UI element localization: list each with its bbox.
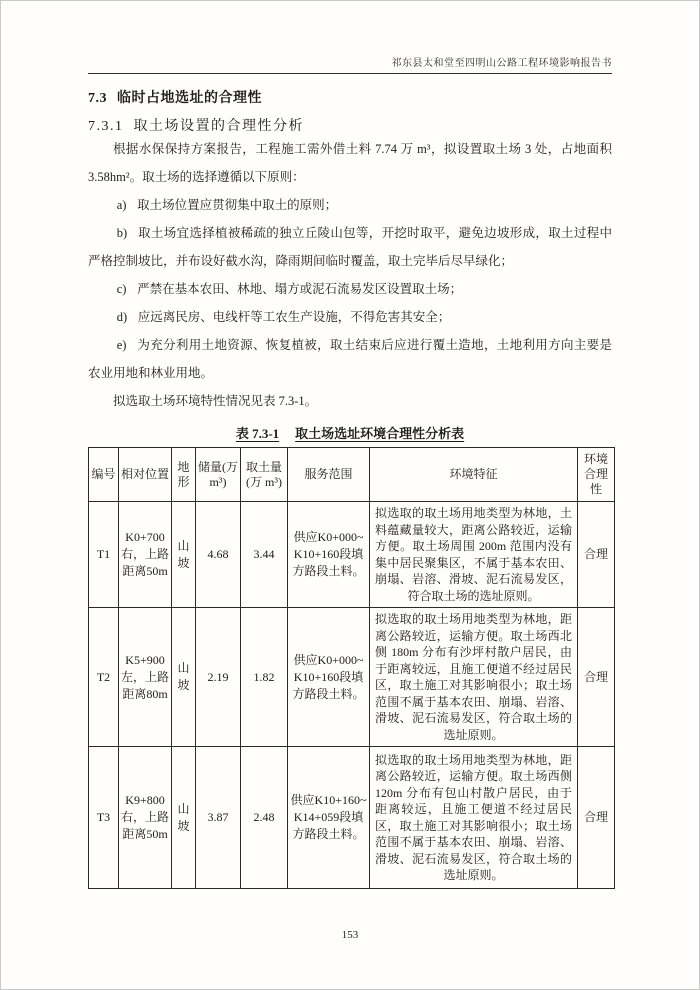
cell-reserve: 3.87 [196,747,241,889]
cell-terrain: 山坡 [172,608,196,747]
table-row-t2 [89,608,615,747]
cell-reserve: 4.68 [196,502,241,608]
table-reference: 拟选取土场环境特性情况见表 7.3-1。 [113,394,318,408]
borrow-site-analysis-table [88,447,615,889]
col-header-reserve: 储量(万m³) [196,448,241,502]
principle-item-b [88,219,612,275]
cell-volume: 3.44 [241,502,288,608]
col-header-service: 服务范围 [288,448,370,502]
section-heading-7-3 [88,87,612,107]
section-title: 临时占地选址的合理性 [117,91,262,106]
principle-text-c: 严禁在基本农田、林地、塌方或泥石流易发区设置取土场； [137,282,463,296]
header-divider [88,73,612,74]
cell-service: 供应K0+000~K10+160段填方路段土料。 [288,608,370,747]
running-header [88,1,612,69]
cell-position: K9+800右，上路距离50m [119,747,172,889]
col-header-position: 相对位置 [119,448,172,502]
subsection-number: 7.3.1 [88,119,124,134]
cell-rationality: 合理 [578,502,615,608]
cell-position: K0+700右，上路距离50m [119,502,172,608]
table-label: 表 7.3-1 [235,426,280,441]
cell-reserve: 2.19 [196,608,241,747]
cell-id: T1 [89,502,119,608]
principle-text-a: 取土场位置应贯彻集中取土的原则； [137,198,338,212]
table-row-t3 [89,747,615,889]
principle-text-e: 为充分利用土地资源、恢复植被，取土结束后应进行覆土造地，土地利用方向主要是农业用地和林业用地。 [88,338,612,380]
principle-item-e [88,331,612,387]
table-row-t1 [89,502,615,608]
col-header-rationality: 环境合理性 [578,448,615,502]
table-title-text: 取土场选址环境合理性分析表 [295,426,465,441]
principle-marker-b: b) [116,226,128,240]
principle-text-b: 取土场宜选择植被稀疏的独立丘陵山包等，开挖时取平，避免边坡形成，取土过程中严格控制坡比，并布设好截水沟，降雨期间临时覆盖，取土完毕后尽早绿化； [88,226,612,268]
cell-id: T3 [89,747,119,889]
col-header-id: 编号 [89,448,119,502]
principle-item-c [88,275,612,303]
cell-service: 供应K0+000~K10+160段填方路段土料。 [288,502,370,608]
table-header-row [89,448,615,502]
cell-position: K5+900左，上路距离80m [119,608,172,747]
principle-marker-a: a) [116,198,127,212]
cell-volume: 2.48 [241,747,288,889]
cell-volume: 1.82 [241,608,288,747]
cell-terrain: 山坡 [172,747,196,889]
principle-marker-d: d) [116,310,128,324]
subsection-heading-7-3-1 [88,115,612,135]
report-title: 祁东县太和堂至四明山公路工程环境影响报告书 [391,58,612,69]
subsection-title: 取土场设置的合理性分析 [133,119,304,134]
principle-item-a [88,191,612,219]
cell-id: T2 [89,608,119,747]
cell-service: 供应K10+160~K14+059段填方路段土料。 [288,747,370,889]
principle-text-d: 应远离民房、电线杆等工农生产设施，不得危害其安全； [137,310,451,324]
cell-rationality: 合理 [578,608,615,747]
col-header-volume: 取土量(万 m³) [241,448,288,502]
section-number: 7.3 [88,91,107,106]
cell-features: 拟选取的取土场用地类型为林地，土料蕴藏量较大，距离公路较近，运输方便。取土场周围 200m 范围内没有集中居民聚集区，不属于基本农田、崩塌、岩溶、滑坡、泥石流易发区，符合取土场的选址原则。 [370,502,578,608]
principle-marker-c: c) [116,282,127,296]
page-number: 153 [341,929,359,941]
col-header-features: 环境特征 [370,448,578,502]
cell-rationality: 合理 [578,747,615,889]
intro-paragraph: 根据水保保持方案报告，工程施工需外借土料 7.74 万 m³，拟设置取土场 3 处，占地面积 3.58hm²。取土场的选择遵循以下原则： [88,142,612,184]
cell-features: 拟选取的取土场用地类型为林地，距离公路较近，运输方便。取土场西北侧 180m 分布有沙坪村散户居民，由于距离较远，且施工便道不经过居民区，取土施工对其影响很小；取土场范围不属于基本农田、崩塌、岩溶、滑坡、泥石流易发区，符合取土场的选址原则。 [370,608,578,747]
table-caption [88,423,612,442]
principle-marker-e: e) [116,338,127,352]
col-header-terrain: 地形 [172,448,196,502]
cell-terrain: 山坡 [172,502,196,608]
cell-features: 拟选取的取土场用地类型为林地，距离公路较近，运输方便。取土场西侧 120m 分布有包山村散户居民，由于距离较远，且施工便道不经过居民区，取土施工对其影响很小；取土场范围不属于基本农田、崩塌、岩溶、滑坡、泥石流易发区，符合取土场的选址原则。 [370,747,578,889]
principle-item-d [88,303,612,331]
